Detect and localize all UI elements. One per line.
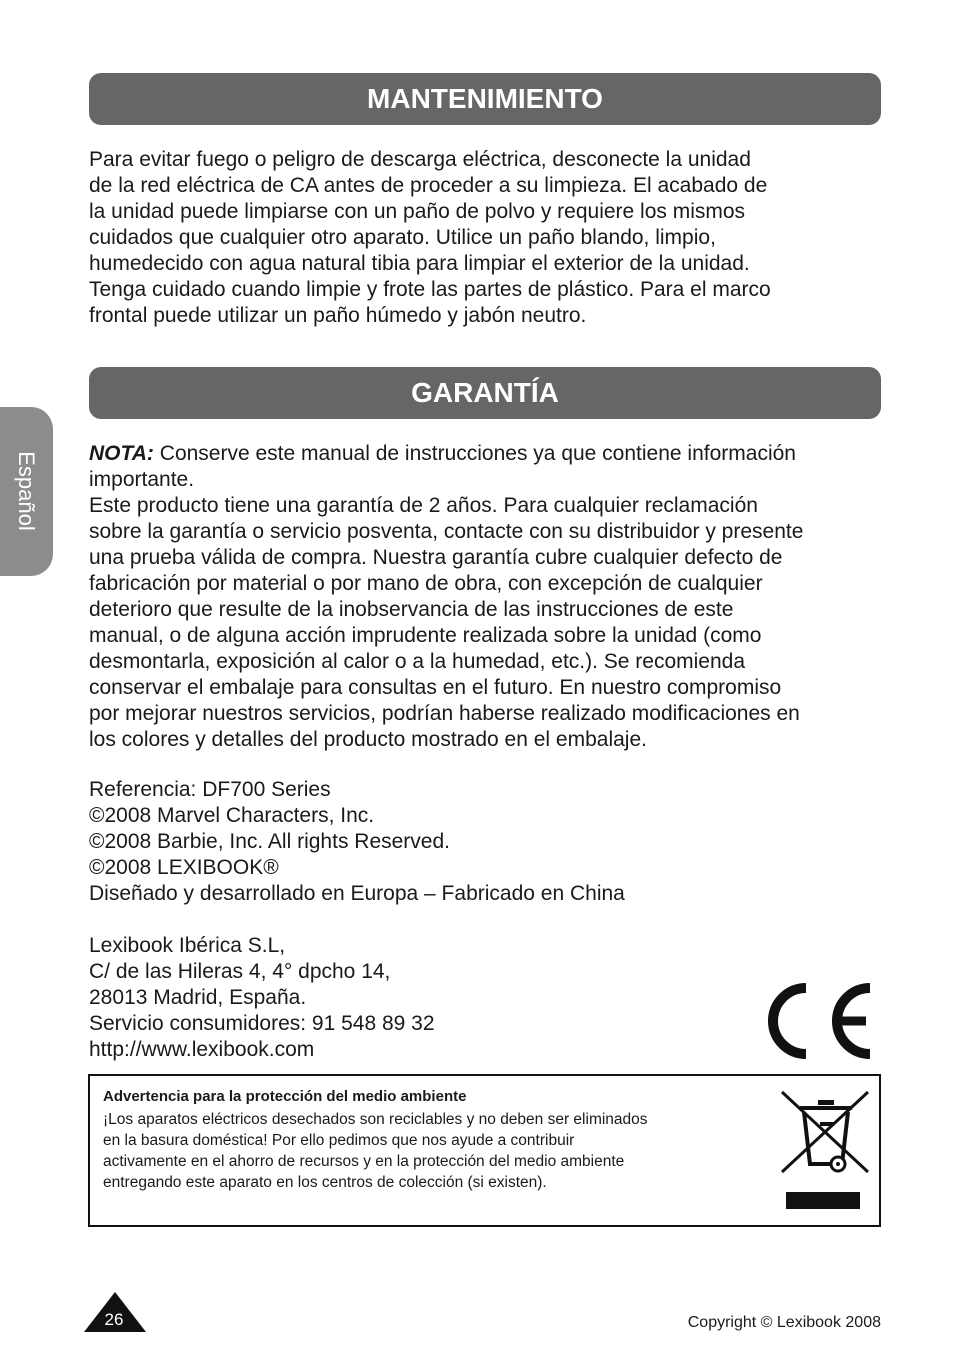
text-line: frontal puede utilizar un paño húmedo y jabón neutro.: [89, 304, 587, 327]
city-address: 28013 Madrid, España.: [89, 986, 307, 1009]
environment-warning-box: [88, 1074, 881, 1227]
ce-mark-icon: [764, 982, 876, 1060]
environment-warning-title: Advertencia para la protección del medio ambiente: [103, 1088, 467, 1105]
text-line: desmontarla, exposición al calor o a la humedad, etc.). Se recomienda: [89, 650, 746, 673]
nota-text: Conserve este manual de instrucciones ya que contiene información: [153, 442, 796, 465]
website-link[interactable]: http://www.lexibook.com: [89, 1038, 315, 1061]
text-line: deterioro que resulte de la inobservancia de las instrucciones de este: [89, 598, 734, 621]
text-line: humedecido con agua natural tibia para limpiar el exterior de la unidad.: [89, 252, 750, 275]
nota-line: [89, 441, 889, 467]
text-line: una prueba válida de compra. Nuestra garantía cubre cualquier defecto de: [89, 546, 783, 569]
warranty-heading-bar: [89, 367, 881, 419]
text-line: conservar el embalaje para consultas en el futuro. En nuestro compromiso: [89, 676, 782, 699]
environment-warning-text: [103, 1109, 648, 1193]
consumer-service-phone: Servicio consumidores: 91 548 89 32: [89, 1012, 435, 1035]
street-address: C/ de las Hileras 4, 4° dpcho 14,: [89, 960, 391, 983]
text-line: Para evitar fuego o peligro de descarga eléctrica, desconecte la unidad: [89, 148, 751, 171]
text-line: por mejorar nuestros servicios, podrían haberse realizado modificaciones en: [89, 702, 800, 725]
copyright-line: ©2008 Barbie, Inc. All rights Reserved.: [89, 830, 450, 853]
copyright-line: ©2008 Marvel Characters, Inc.: [89, 804, 375, 827]
text-line: manual, o de alguna acción imprudente realizada sobre la unidad (como: [89, 624, 762, 647]
copyright-line: ©2008 LEXIBOOK®: [89, 856, 279, 879]
text-line: importante.: [89, 468, 195, 491]
text-line: de la red eléctrica de CA antes de proceder a su limpieza. El acabado de: [89, 174, 768, 197]
maintenance-heading: MANTENIMIENTO: [367, 83, 603, 114]
text-line: fabricación por material o por mano de obra, con excepción de cualquier: [89, 572, 763, 595]
company-name: Lexibook Ibérica S.L,: [89, 934, 286, 957]
text-line: los colores y detalles del producto mostrado en el embalaje.: [89, 728, 647, 751]
origin-line: Diseñado y desarrollado en Europa – Fabricado en China: [89, 882, 625, 905]
language-side-tab: [0, 407, 53, 576]
footer-copyright: Copyright © Lexibook 2008: [687, 1314, 881, 1331]
warranty-heading: GARANTÍA: [411, 377, 559, 408]
reference-line: Referencia: DF700 Series: [89, 778, 331, 801]
text-line: Tenga cuidado cuando limpie y frote las partes de plástico. Para el marco: [89, 278, 771, 301]
text-line: en la basura doméstica! Por ello pedimos que nos ayude a contribuir: [103, 1132, 575, 1149]
page-number: 26: [104, 1310, 124, 1329]
warranty-paragraph: [89, 441, 889, 753]
language-label: Español: [14, 451, 39, 531]
text-line: entregando este aparato en los centros de colección (si existen).: [103, 1174, 547, 1191]
text-line: la unidad puede limpiarse con un paño de polvo y requiere los mismos: [89, 200, 746, 223]
crossed-out-wheelie-bin-icon: [780, 1086, 870, 1214]
text-line: sobre la garantía o servicio posventa, contacte con su distribuidor y presente: [89, 520, 804, 543]
maintenance-heading-bar: [89, 73, 881, 125]
text-line: ¡Los aparatos eléctricos desechados son reciclables y no deben ser eliminados: [103, 1111, 648, 1128]
text-line: activamente en el ahorro de recursos y en la protección del medio ambiente: [103, 1153, 625, 1170]
maintenance-paragraph: [89, 147, 889, 329]
nota-label: NOTA:: [89, 442, 154, 465]
text-line: Este producto tiene una garantía de 2 años. Para cualquier reclamación: [89, 494, 758, 517]
reference-block: [89, 777, 889, 907]
text-line: cuidados que cualquier otro aparato. Utilice un paño blando, limpio,: [89, 226, 716, 249]
